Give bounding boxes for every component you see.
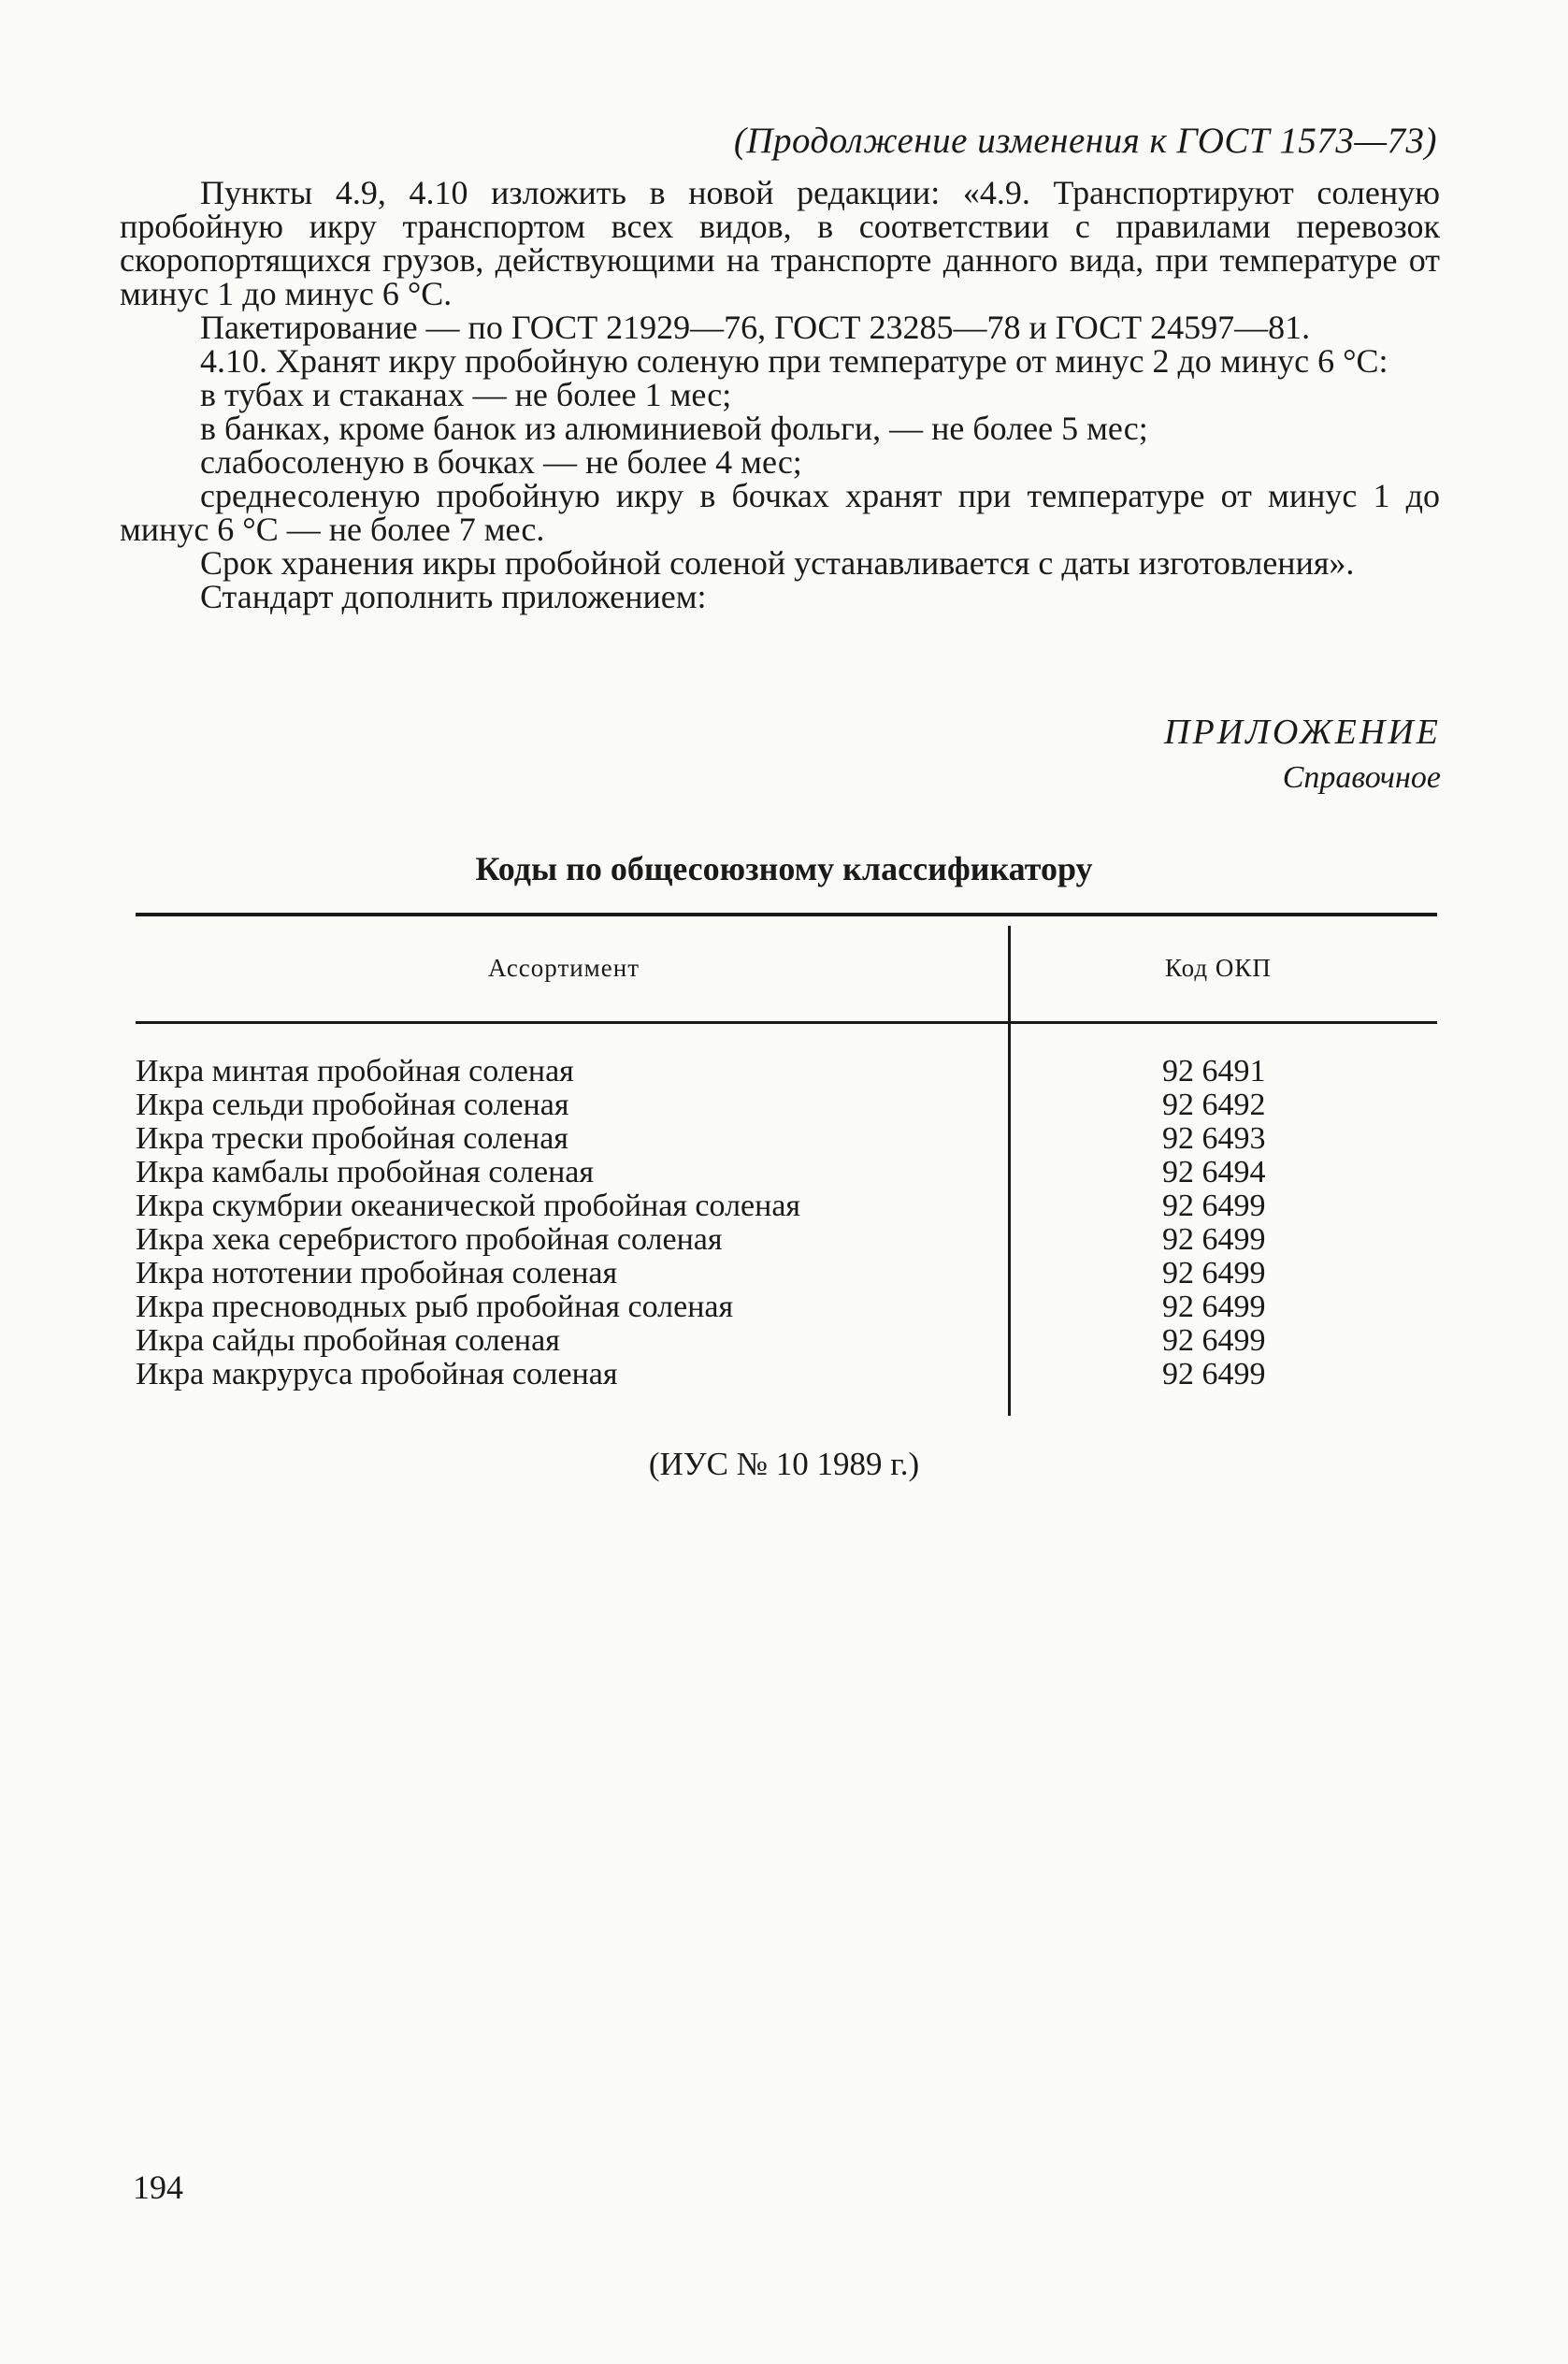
row-name: Икра трески пробойная соленая: [136, 1121, 568, 1156]
annex-label: [1164, 711, 1441, 802]
row-name: Икра нототении пробойная соленая: [136, 1256, 618, 1290]
ius-reference: (ИУС № 10 1989 г.): [648, 1446, 920, 1482]
row-code: 92 6491: [1162, 1054, 1266, 1088]
table-title: Коды по общесоюзному классификатору: [475, 850, 1093, 887]
annex-subtitle: Справочное: [1282, 760, 1441, 795]
table-column-divider: [1008, 926, 1011, 1416]
column-header-code: Код ОКП: [1165, 954, 1272, 982]
row-name: Икра хека серебристого пробойная соленая: [136, 1222, 723, 1257]
paragraph-items-4-9-4-10: Пункты 4.9, 4.10 изложить в новой редакции: «4.9. Транспортируют соленую пробойную икру транспортом всех видов, в соответствии с правилами перевозок скоропортящихся грузов, действующими на транспорте данного вида, при температуре от минус 1 до минус 6 °С.: [120, 174, 1440, 312]
paragraph-cans: в банках, кроме банок из алюминиевой фольги, — не более 5 мес;: [200, 410, 1148, 447]
paragraph-packaging: Пакетирование — по ГОСТ 21929—76, ГОСТ 23285—78 и ГОСТ 24597—81.: [200, 309, 1311, 346]
row-code: 92 6492: [1162, 1088, 1266, 1122]
annex-title: ПРИЛОЖЕНИЕ: [1164, 713, 1441, 752]
row-name: Икра макруруса пробойная соленая: [136, 1357, 618, 1391]
paragraph-tubes: в тубах и стаканах — не более 1 мес;: [200, 376, 732, 413]
paragraph-shelf-life: Срок хранения икры пробойной соленой устанавливается с даты изготовления».: [200, 544, 1355, 582]
row-code: 92 6499: [1162, 1290, 1266, 1324]
row-name: Икра камбалы пробойная соленая: [136, 1155, 595, 1189]
row-code: 92 6493: [1162, 1121, 1266, 1156]
row-name: Икра сельди пробойная соленая: [136, 1088, 569, 1122]
row-name: Икра сайды пробойная соленая: [136, 1323, 560, 1358]
paragraph-4-10-storage: 4.10. Хранят икру пробойную соленую при температуре от минус 2 до минус 6 °С:: [200, 342, 1388, 380]
column-header-assortment: Ассортимент: [488, 954, 640, 982]
table-top-rule: [136, 913, 1437, 916]
table-header-rule: [136, 1021, 1437, 1024]
paragraph-appendix-note: Стандарт дополнить приложением:: [200, 578, 707, 615]
row-code: 92 6499: [1162, 1323, 1266, 1358]
row-code: 92 6494: [1162, 1155, 1266, 1189]
row-name: Икра минтая пробойная соленая: [136, 1054, 574, 1088]
paragraph-medium-salted: среднесоленую пробойную икру в бочках хранят при температуре от минус 1 до минус 6 °С — не более 7 мес.: [120, 477, 1440, 548]
paragraph-lightly-salted: слабосоленую в бочках — не более 4 мес;: [200, 443, 802, 481]
row-code: 92 6499: [1162, 1222, 1266, 1257]
row-code: 92 6499: [1162, 1256, 1266, 1290]
row-name: Икра скумбрии океанической пробойная соленая: [136, 1189, 801, 1223]
page-number: 194: [133, 2169, 183, 2206]
row-code: 92 6499: [1162, 1357, 1266, 1391]
row-name: Икра пресноводных рыб пробойная соленая: [136, 1290, 734, 1324]
row-code: 92 6499: [1162, 1189, 1266, 1223]
page-header: (Продолжение изменения к ГОСТ 1573—73): [733, 121, 1437, 161]
body-text: [120, 176, 1440, 613]
